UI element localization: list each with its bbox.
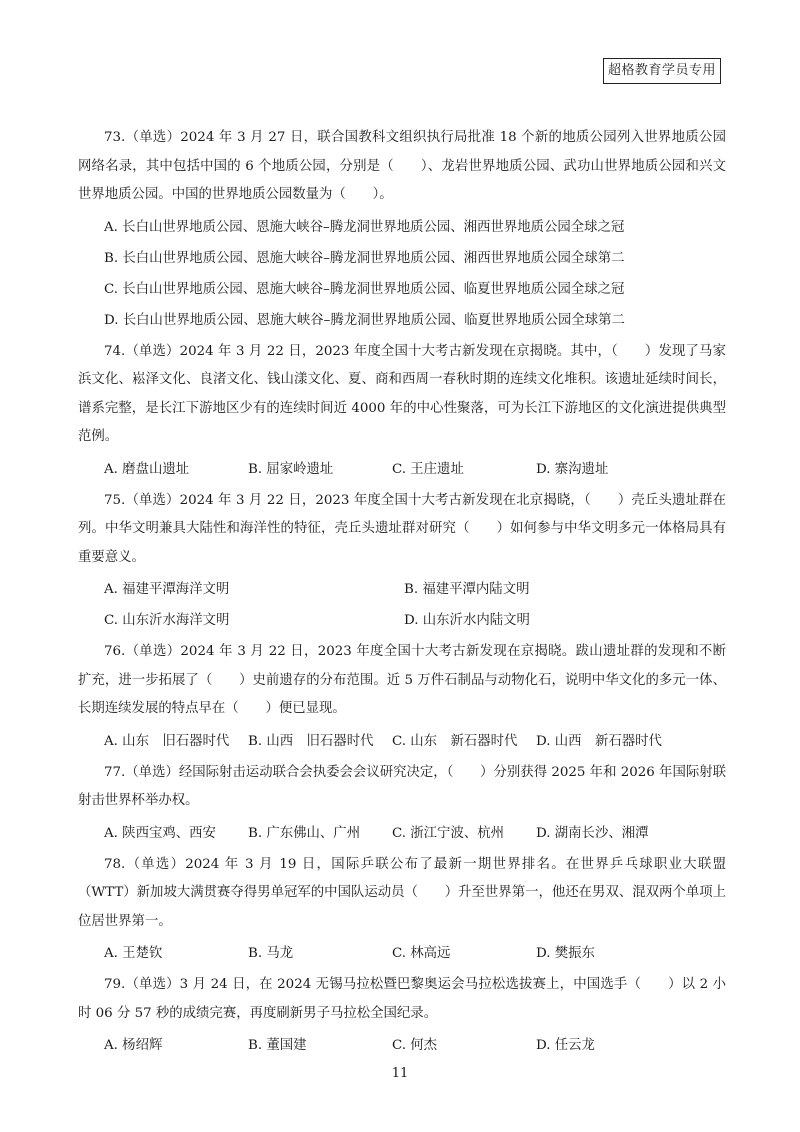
option-a[interactable]: A. 陕西宝鸡、西安 (104, 825, 216, 841)
option-b[interactable]: B. 山西 旧石器时代 (248, 733, 374, 749)
option-a[interactable]: A. 杨绍辉 (104, 1038, 163, 1053)
question-73 (78, 124, 726, 336)
option-b[interactable]: B. 马龙 (248, 946, 294, 961)
options (78, 574, 726, 636)
options (78, 726, 726, 757)
option-d[interactable]: D. 长白山世界地质公园、恩施大峡谷–腾龙洞世界地质公园、临夏世界地质公园全球第二 (104, 312, 625, 328)
question-75 (78, 487, 726, 637)
option-b[interactable]: B. 董国建 (248, 1038, 307, 1053)
option-c[interactable]: C. 山东 新石器时代 (392, 733, 518, 749)
question-list (78, 124, 726, 1063)
options (78, 1030, 726, 1061)
option-c[interactable]: C. 浙江宁波、杭州 (392, 825, 505, 841)
question-stem: 79.（单选）3 月 24 日，在 2024 无锡马拉松暨巴黎奥运会马拉松选拔赛上，中国选手（ ）以 2 小时 06 分 57 秒的成绩完赛，再度刷新男子马拉松全国纪录。 (78, 977, 726, 1021)
options (78, 818, 726, 849)
option-d[interactable]: D. 寨沟遗址 (536, 461, 609, 477)
question-76 (78, 638, 726, 757)
option-d[interactable]: D. 山东沂水内陆文明 (404, 613, 530, 628)
page-number: 11 (391, 1066, 409, 1081)
option-c[interactable]: C. 何杰 (392, 1038, 438, 1053)
option-b[interactable]: B. 广东佛山、广州 (248, 825, 361, 841)
option-c[interactable]: C. 山东沂水海洋文明 (104, 613, 230, 628)
user-badge: 超格教育学员专用 (603, 58, 721, 84)
question-stem: 78.（单选）2024 年 3 月 19 日，国际乒联公布了最新一期世界排名。在世界乒乓球职业大联盟（WTT）新加坡大满贯赛夺得男单冠军的中国队运动员（ ）升至世界第一，他还在男双、混双两个单项上位居世界第一。 (78, 856, 726, 929)
option-c[interactable]: C. 长白山世界地质公园、恩施大峡谷–腾龙洞世界地质公园、临夏世界地质公园全球之冠 (104, 281, 625, 297)
option-d[interactable]: D. 山西 新石器时代 (536, 733, 662, 749)
question-77 (78, 759, 726, 849)
option-c[interactable]: C. 林高远 (392, 946, 451, 961)
option-c[interactable]: C. 王庄遗址 (392, 461, 464, 477)
question-78 (78, 851, 726, 970)
question-stem: 75.（单选）2024 年 3 月 22 日，2023 年度全国十大考古新发现在北京揭晓，（ ）壳丘头遗址群在列。中华文明兼具大陆性和海洋性的特征，壳丘头遗址群对研究（ ）如何参与中华文明多元一体格局具有重要意义。 (78, 492, 726, 565)
option-a[interactable]: A. 福建平潭海洋文明 (104, 582, 230, 597)
question-stem: 74.（单选）2024 年 3 月 22 日，2023 年度全国十大考古新发现在京揭晓。其中，（ ）发现了马家浜文化、崧泽文化、良渚文化、钱山漾文化、夏、商和西周一春秋时期的连续文化堆积。该遗址延续时间长，谱系完整，是长江下游地区少有的连续时间近 4000 年的中心性聚落，可为长江下游地区的文化演进提供典型范例。 (78, 343, 726, 444)
option-a[interactable]: A. 长白山世界地质公园、恩施大峡谷–腾龙洞世界地质公园、湘西世界地质公园全球之冠 (104, 219, 625, 235)
options (78, 454, 726, 485)
options (78, 212, 726, 336)
option-b[interactable]: B. 福建平潭内陆文明 (404, 582, 530, 597)
option-d[interactable]: D. 湖南长沙、湘潭 (536, 825, 649, 841)
option-d[interactable]: D. 樊振东 (536, 946, 595, 961)
option-b[interactable]: B. 屈家岭遗址 (248, 461, 334, 477)
question-74 (78, 338, 726, 485)
option-a[interactable]: A. 王楚钦 (104, 946, 163, 961)
question-stem: 76.（单选）2024 年 3 月 22 日，2023 年度全国十大考古新发现在京揭晓。跋山遗址群的发现和不断扩充，进一步拓展了（ ）史前遗存的分布范围。近 5 万件石制品与动物化石，说明中华文化的多元一体、长期连续发展的特点早在（ ）便已显现。 (78, 644, 726, 716)
option-a[interactable]: A. 山东 旧石器时代 (104, 733, 230, 749)
options (78, 938, 726, 969)
question-stem: 73.（单选）2024 年 3 月 27 日，联合国教科文组织执行局批准 18 个新的地质公园列入世界地质公园网络名录，其中包括中国的 6 个地质公园，分别是（ ）、龙岩世界地质公园、武功山世界地质公园和兴文世界地质公园。中国的世界地质公园数量为（ ）。 (78, 130, 726, 202)
option-b[interactable]: B. 长白山世界地质公园、恩施大峡谷–腾龙洞世界地质公园、湘西世界地质公园全球第二 (104, 250, 625, 266)
question-stem: 77.（单选）经国际射击运动联合会执委会会议研究决定，（ ）分别获得 2025 年和 2026 年国际射联射击世界杯举办权。 (78, 764, 727, 808)
option-d[interactable]: D. 任云龙 (536, 1038, 595, 1053)
option-a[interactable]: A. 磨盘山遗址 (104, 461, 190, 477)
question-79 (78, 971, 726, 1061)
